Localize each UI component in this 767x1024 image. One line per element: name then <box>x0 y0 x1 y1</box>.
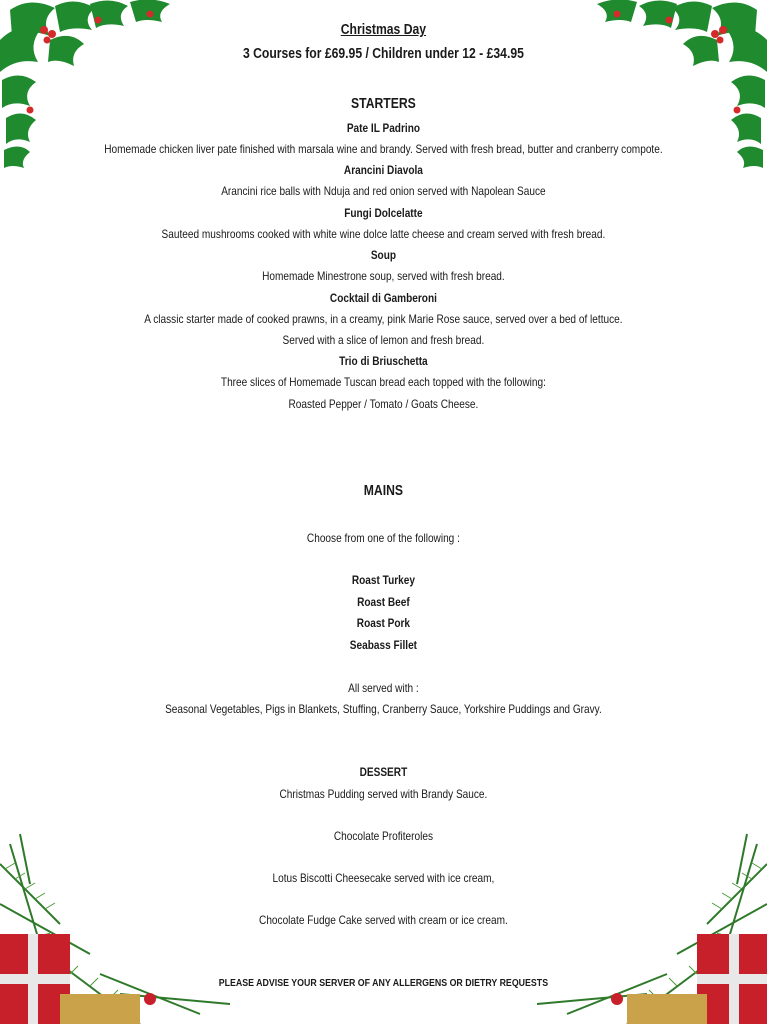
dessert-item: Chocolate Fudge Cake served with cream or ice cream. <box>259 913 508 927</box>
starter-description: Sauteed mushrooms cooked with white wine dolce latte cheese and cream served with fresh bread. <box>161 227 606 241</box>
starter-description: A classic starter made of cooked prawns, in a creamy, pink Marie Rose sauce, served over a bed of lettuce. <box>144 312 623 326</box>
main-item: Seabass Fillet <box>349 638 418 652</box>
mains-served-with-label: All served with : <box>348 681 419 695</box>
mains-heading: MAINS <box>363 483 404 499</box>
dessert-item: Lotus Biscotti Cheesecake served with ice cream, <box>272 871 495 885</box>
dessert-item: Christmas Pudding served with Brandy Sauce. <box>279 787 488 801</box>
mains-served-with: Seasonal Vegetables, Pigs in Blankets, Stuffing, Cranberry Sauce, Yorkshire Puddings and Gravy. <box>165 702 602 716</box>
starter-name: Trio di Briuschetta <box>339 354 428 368</box>
main-item: Roast Turkey <box>351 573 415 587</box>
main-item: Roast Beef <box>357 595 410 609</box>
starter-name: Pate IL Padrino <box>346 121 421 135</box>
starter-description: Homemade chicken liver pate finished with marsala wine and brandy. Served with fresh bread, butter and cranberry compote. <box>104 142 663 156</box>
menu-title: Christmas Day <box>340 22 427 38</box>
starter-name: Fungi Dolcelatte <box>344 206 423 220</box>
starter-description: Three slices of Homemade Tuscan bread each topped with the following: <box>220 375 546 389</box>
starter-description: Homemade Minestrone soup, served with fresh bread. <box>262 269 505 283</box>
main-item: Roast Pork <box>356 616 411 630</box>
dessert-item: Chocolate Profiteroles <box>333 829 434 843</box>
menu-pricing: 3 Courses for £69.95 / Children under 12 - £34.95 <box>242 46 524 62</box>
mains-intro: Choose from one of the following : <box>306 531 460 545</box>
allergen-notice: PLEASE ADVISE YOUR SERVER OF ANY ALLERGENS OR DIETRY REQUESTS <box>218 977 549 989</box>
starter-description: Served with a slice of lemon and fresh bread. <box>282 333 485 347</box>
starter-description: Roasted Pepper / Tomato / Goats Cheese. <box>288 397 479 411</box>
starters-heading: STARTERS <box>351 96 416 112</box>
dessert-heading: DESSERT <box>359 765 408 779</box>
starter-name: Cocktail di Gamberoni <box>329 291 437 305</box>
starter-name: Arancini Diavola <box>343 163 423 177</box>
starter-description: Arancini rice balls with Nduja and red onion served with Napolean Sauce <box>221 184 546 198</box>
starter-name: Soup <box>370 248 397 262</box>
